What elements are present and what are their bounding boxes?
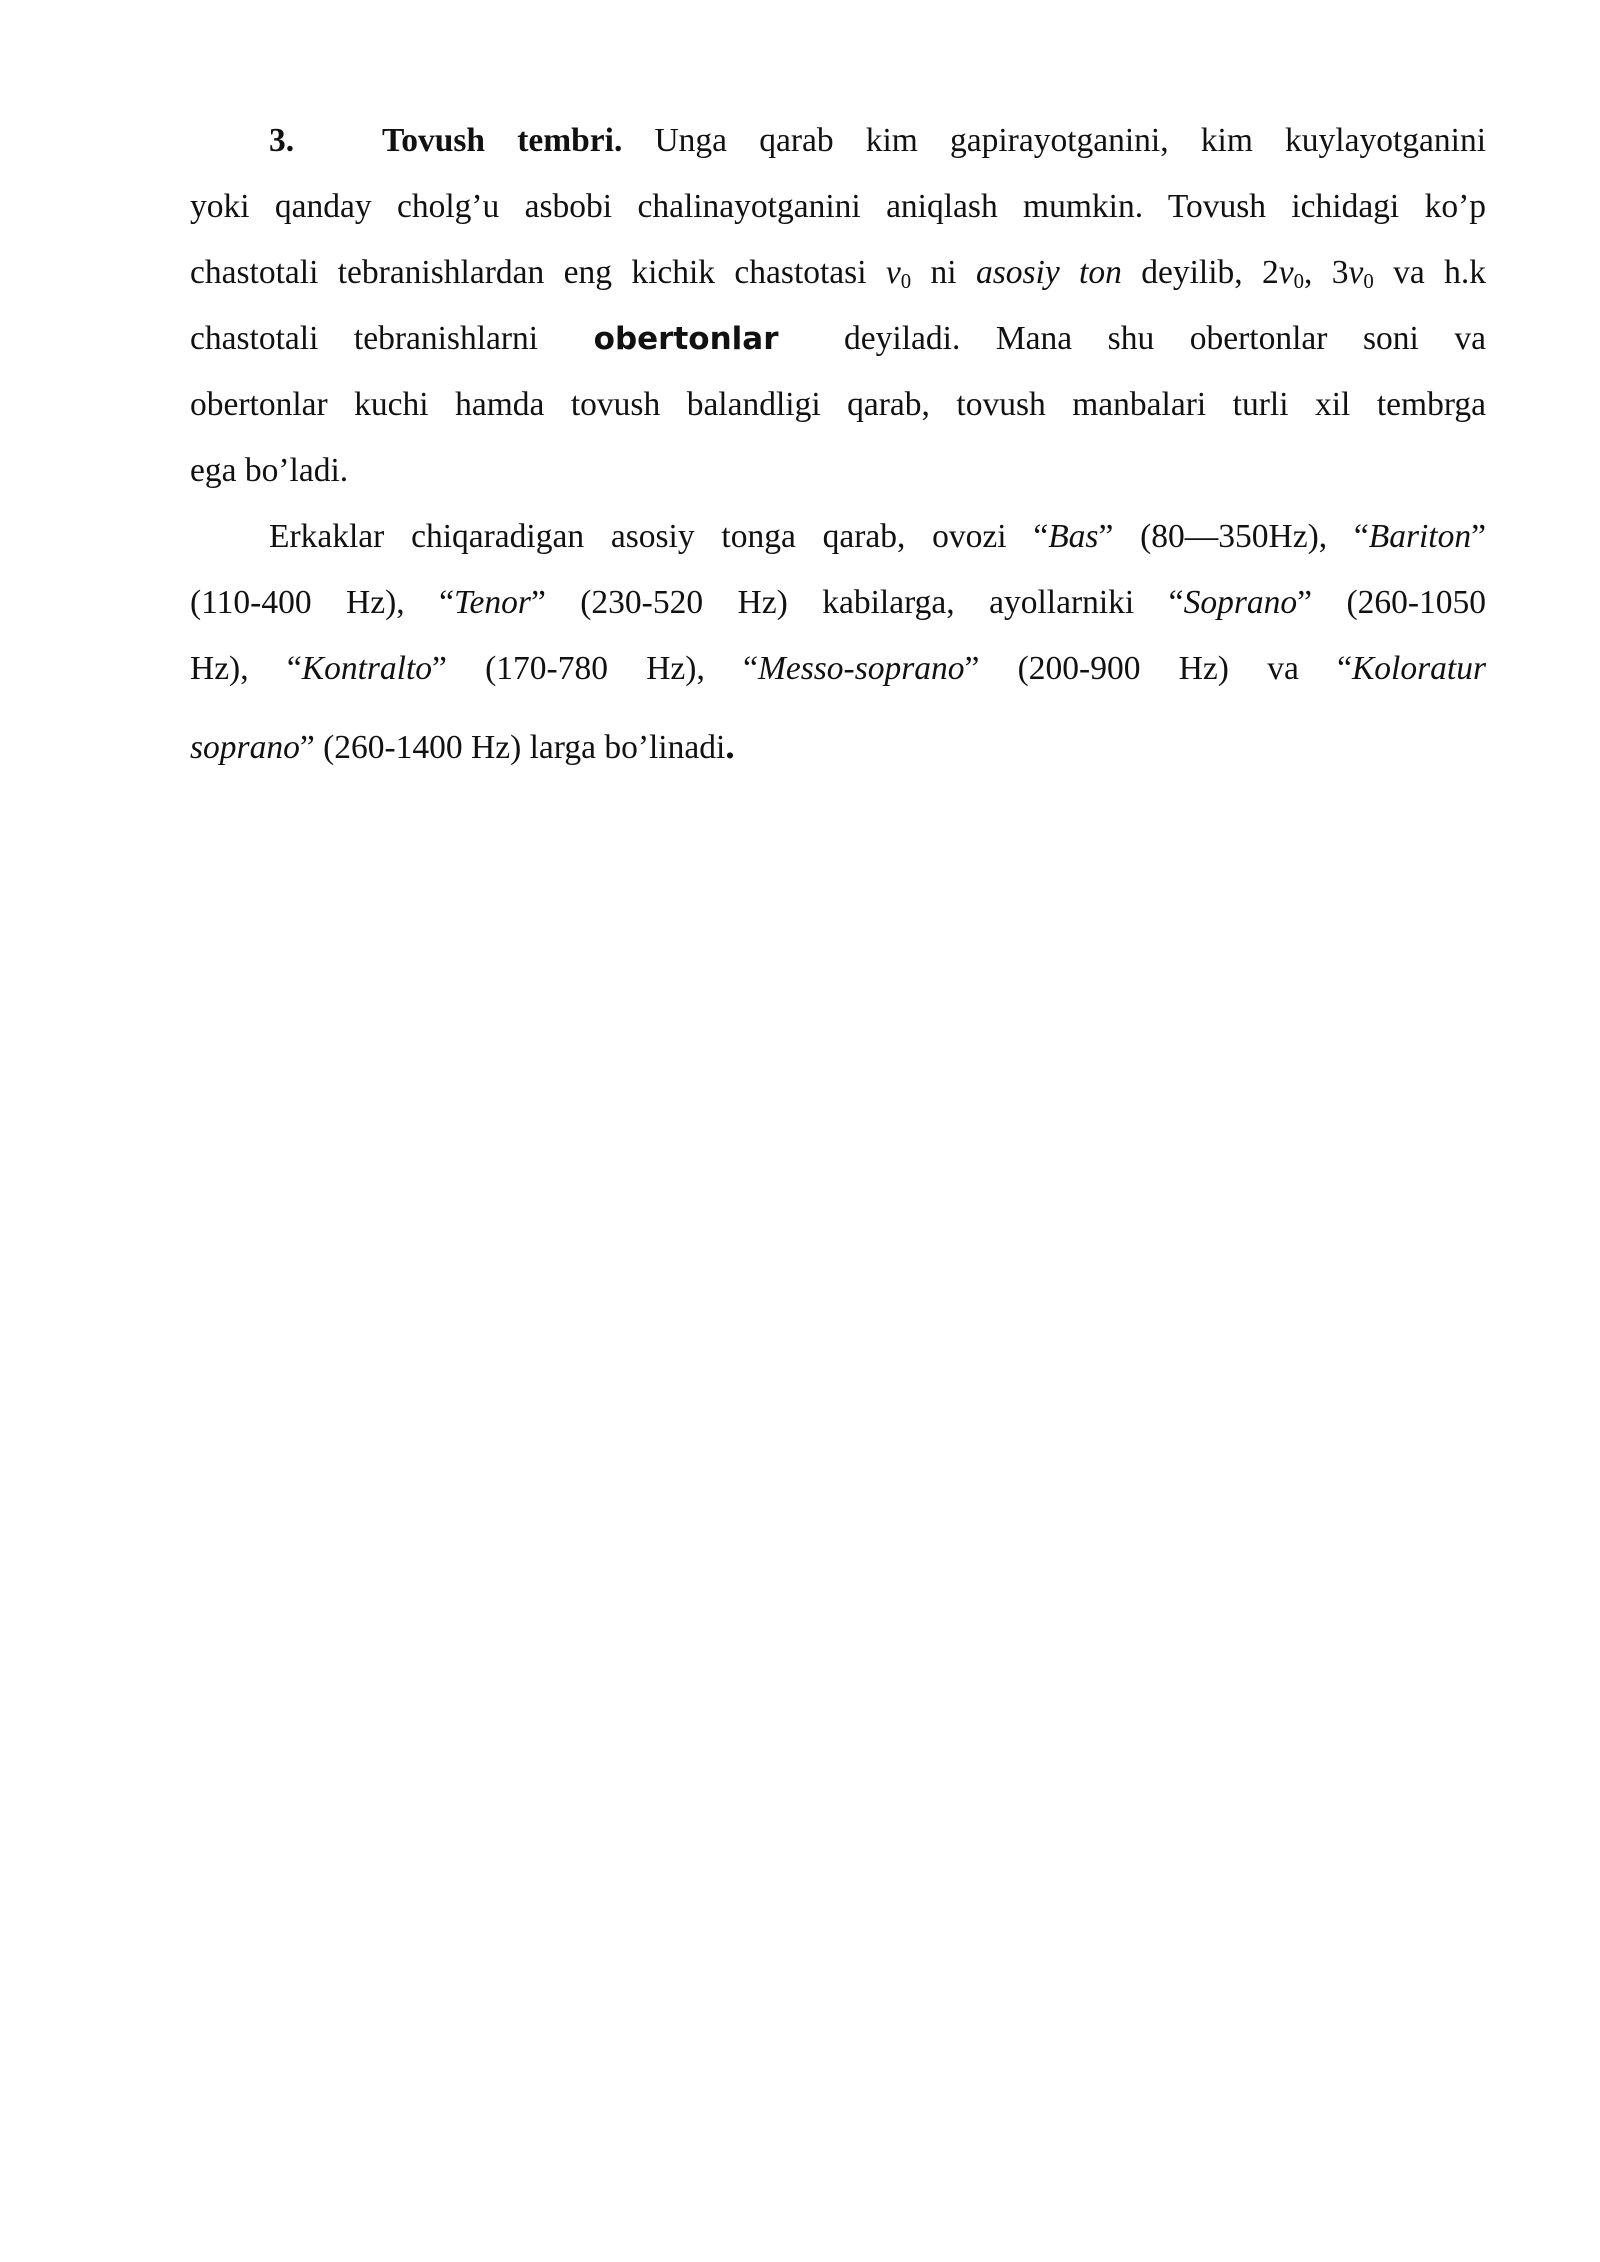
voice-kontralto: Kontralto bbox=[301, 650, 433, 687]
paragraph-line-2 bbox=[190, 174, 1486, 240]
text-run: deyilib, 2 bbox=[1121, 254, 1279, 291]
text-run: ni bbox=[911, 254, 976, 291]
text-run: Erkaklar chiqaradigan asosiy tonga qarab, ovozi “ bbox=[269, 518, 1049, 555]
text-run: ” (80—350Hz), “ bbox=[1098, 518, 1369, 555]
term-asosiy-ton: asosiy ton bbox=[975, 254, 1122, 291]
section-heading: Tovush tembri. bbox=[382, 122, 623, 159]
final-period: . bbox=[725, 725, 735, 767]
voice-soprano: Soprano bbox=[1183, 584, 1298, 621]
paragraph-line-5 bbox=[190, 372, 1486, 438]
text-run: yoki qanday cholg’u asbobi chalinayotganini aniqlash mumkin. Tovush ichidagi ko’p bbox=[190, 188, 1486, 225]
voice-koloratur: Koloratur bbox=[1351, 650, 1486, 687]
paragraph-line-3 bbox=[190, 240, 1486, 306]
text-run: ” (260-1400 Hz) larga bo’linadi bbox=[299, 729, 726, 766]
text-run: ” bbox=[1471, 518, 1486, 555]
voice-bas: Bas bbox=[1048, 518, 1099, 555]
voice-tenor: Tenor bbox=[453, 584, 531, 621]
text-run: Unga qarab kim gapirayotganini, kim kuylayotganini bbox=[622, 122, 1486, 159]
paragraph-line-9 bbox=[190, 636, 1486, 702]
text-run: ” (170-780 Hz), “ bbox=[432, 650, 758, 687]
text-run: deyiladi. Mana shu obertonlar soni va bbox=[844, 320, 1486, 357]
symbol-nu: ν bbox=[1278, 254, 1294, 291]
symbol-nu: ν bbox=[885, 254, 901, 291]
symbol-nu: ν bbox=[1348, 254, 1364, 291]
text-run: , 3 bbox=[1304, 254, 1349, 291]
voice-bariton: Bariton bbox=[1368, 518, 1472, 555]
subscript-zero: 0 bbox=[1363, 270, 1374, 294]
text-run: va h.k bbox=[1373, 254, 1486, 291]
term-obertonlar: obertonlar bbox=[593, 321, 779, 357]
text-run: chastotali tebranishlarni bbox=[190, 320, 539, 357]
text-run: (110-400 Hz), “ bbox=[190, 584, 454, 621]
document-page bbox=[190, 108, 1486, 779]
text-run: ega bo’ladi. bbox=[190, 452, 349, 489]
paragraph-line-4 bbox=[190, 306, 1486, 372]
paragraph-line-7 bbox=[190, 504, 1486, 570]
text-run: ” (230-520 Hz) kabilarga, ayollarniki “ bbox=[530, 584, 1184, 621]
subscript-zero: 0 bbox=[1293, 270, 1305, 294]
section-number: 3. bbox=[269, 122, 295, 159]
text-run: obertonlar kuchi hamda tovush balandligi qarab, tovush manbalari turli xil tembrga bbox=[190, 386, 1486, 423]
subscript-zero: 0 bbox=[900, 270, 912, 294]
paragraph-line-10 bbox=[190, 713, 1486, 779]
text-run: chastotali tebranishlardan eng kichik chastotasi bbox=[190, 254, 886, 291]
text-run: ” (200-900 Hz) va “ bbox=[964, 650, 1352, 687]
text-run: ” (260-1050 bbox=[1297, 584, 1487, 621]
text-run: Hz), “ bbox=[190, 650, 302, 687]
paragraph-line-8 bbox=[190, 570, 1486, 636]
paragraph-line-1 bbox=[190, 108, 1486, 174]
voice-koloratur-soprano: soprano bbox=[190, 729, 300, 766]
voice-messo-soprano: Messo-soprano bbox=[757, 650, 965, 687]
paragraph-line-6 bbox=[190, 438, 1486, 504]
